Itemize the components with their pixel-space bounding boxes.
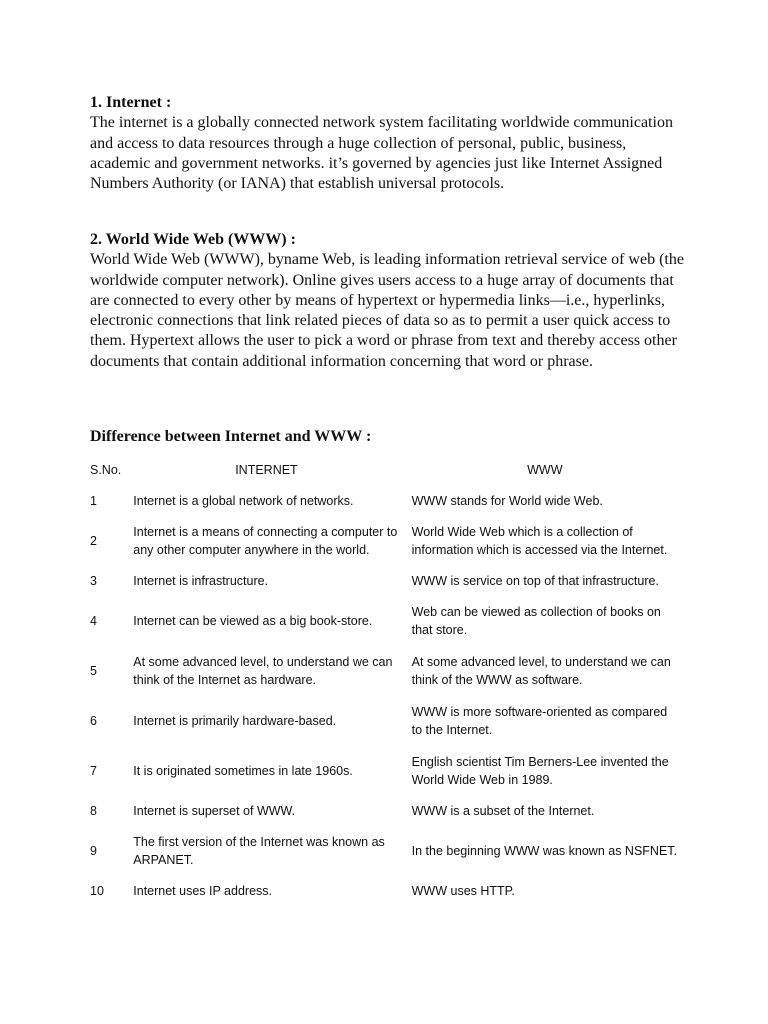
difference-heading: Difference between Internet and WWW : — [90, 428, 372, 445]
cell-www: WWW stands for World wide Web. — [411, 493, 603, 508]
table-row — [84, 696, 684, 746]
table-row — [84, 486, 684, 516]
cell-www: World Wide Web which is a collection of information which is accessed via the Internet. — [411, 524, 668, 557]
cell-www: WWW uses HTTP. — [411, 883, 515, 898]
cell-internet: Internet is primarily hardware-based. — [133, 713, 337, 728]
cell-www: In the beginning WWW was known as NSFNET. — [411, 843, 677, 858]
table-row — [84, 646, 684, 696]
cell-www: WWW is more software-oriented as compared to the Internet. — [411, 704, 668, 737]
column-header-www: WWW — [527, 462, 563, 477]
cell-sno: 8 — [90, 803, 97, 818]
cell-sno: 10 — [90, 883, 104, 898]
cell-www: WWW is service on top of that infrastructure. — [411, 573, 659, 588]
cell-internet: Internet is a global network of networks. — [133, 493, 354, 508]
column-header-sno: S.No. — [90, 462, 122, 477]
cell-sno: 6 — [90, 713, 97, 728]
table-row — [84, 566, 684, 596]
section-www — [90, 230, 690, 372]
column-header-internet: INTERNET — [235, 462, 298, 477]
table-header-row — [84, 454, 684, 486]
table-row — [84, 746, 684, 796]
table-row — [84, 596, 684, 646]
cell-www: WWW is a subset of the Internet. — [411, 803, 595, 818]
cell-www: English scientist Tim Berners-Lee invented the World Wide Web in 1989. — [411, 754, 669, 787]
cell-sno: 7 — [90, 763, 97, 778]
internet-heading: 1. Internet : — [90, 94, 172, 111]
cell-internet: Internet is a means of connecting a computer to any other computer anywhere in the world. — [133, 524, 398, 557]
cell-sno: 9 — [90, 843, 97, 858]
www-paragraph: World Wide Web (WWW), byname Web, is leading information retrieval service of web (the worldwide computer network). Online gives users access to a huge array of documents that are connected to every other by means of hypertext or hypermedia links—i.e., hyperlinks, electronic connections that link related pieces of data so as to permit a user quick access to them. Hypertext allows the user to pick a word or phrase from text and thereby access other documents that contain additional information concerning that word or phrase. — [90, 251, 684, 370]
www-heading: 2. World Wide Web (WWW) : — [90, 231, 296, 248]
cell-internet: Internet is infrastructure. — [133, 573, 269, 588]
cell-www: Web can be viewed as collection of books on that store. — [411, 604, 661, 637]
cell-sno: 4 — [90, 613, 97, 628]
comparison-table — [84, 454, 684, 906]
cell-internet: Internet can be viewed as a big book-store. — [133, 613, 373, 628]
section-internet — [90, 93, 690, 194]
cell-sno: 1 — [90, 493, 97, 508]
internet-paragraph: The internet is a globally connected network system facilitating worldwide communication and access to data resources through a huge collection of personal, public, business, academic and government networks. it’s governed by agencies just like Internet Assigned Numbers Authority (or IANA) that establish universal protocols. — [90, 114, 673, 193]
cell-sno: 5 — [90, 663, 97, 678]
cell-internet: Internet uses IP address. — [133, 883, 273, 898]
cell-sno: 2 — [90, 533, 97, 548]
cell-internet: Internet is superset of WWW. — [133, 803, 296, 818]
table-row — [84, 876, 684, 906]
cell-internet: At some advanced level, to understand we can think of the Internet as hardware. — [133, 654, 393, 687]
table-row — [84, 826, 684, 876]
cell-www: At some advanced level, to understand we can think of the WWW as software. — [411, 654, 671, 687]
cell-sno: 3 — [90, 573, 97, 588]
table-row — [84, 796, 684, 826]
table-row — [84, 516, 684, 566]
cell-internet: It is originated sometimes in late 1960s. — [133, 763, 353, 778]
cell-internet: The first version of the Internet was known as ARPANET. — [133, 834, 385, 867]
